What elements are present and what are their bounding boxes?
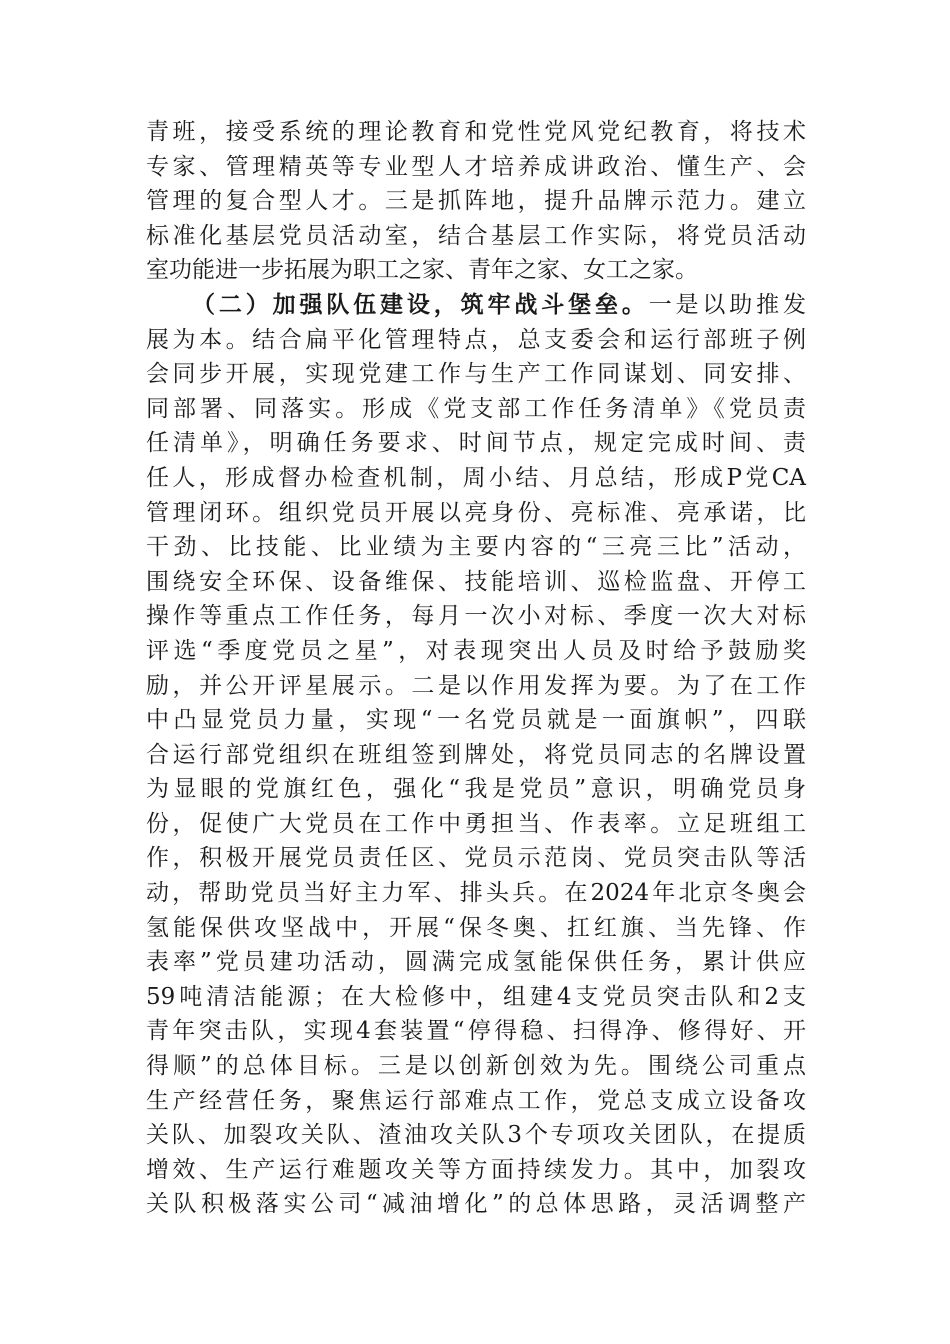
text-line: 青年突击队，实现4套装置“停得稳、扫得净、修得好、开	[146, 1018, 806, 1045]
text-line: 得顺”的总体目标。三是以创新创效为先。围绕公司重点	[146, 1053, 806, 1080]
text-line: 表率”党员建功活动，圆满完成氢能保供任务，累计供应	[146, 949, 806, 976]
text-line: 关队积极落实公司“减油增化”的总体思路，灵活调整产	[146, 1191, 806, 1218]
text-line: 专家、管理精英等专业型人才培养成讲政治、懂生产、会	[146, 153, 806, 180]
body-text	[146, 115, 806, 1222]
text-line: 关队、加裂攻关队、渣油攻关队3个专项攻关团队，在提质	[146, 1122, 806, 1149]
section-heading-line	[146, 288, 806, 323]
text-line: 生产经营任务，聚焦运行部难点工作，党总支成立设备攻	[146, 1087, 806, 1114]
text-line: 中凸显党员力量，实现“一名党员就是一面旗帜”，四联	[146, 707, 806, 734]
text-line: 管理的复合型人才。三是抓阵地，提升品牌示范力。建立	[146, 188, 806, 215]
text-line: 合运行部党组织在班组签到牌处，将党员同志的名牌设置	[146, 741, 806, 768]
text-line: 任人，形成督办检查机制，周小结、月总结，形成P党CA	[146, 464, 806, 491]
text-line: 59吨清洁能源；在大检修中，组建4支党员突击队和2支	[146, 983, 806, 1010]
section-heading: （二）加强队伍建设，筑牢战斗堡垒。	[192, 290, 649, 318]
text-line: 会同步开展，实现党建工作与生产工作同谋划、同安排、	[146, 361, 806, 388]
text-line: 室功能进一步拓展为职工之家、青年之家、女工之家。	[146, 257, 698, 284]
text-line: 励，并公开评星展示。二是以作用发挥为要。为了在工作	[146, 672, 806, 699]
text-line: 标准化基层党员活动室，结合基层工作实际，将党员活动	[146, 222, 806, 249]
text-line: 作，积极开展党员责任区、党员示范岗、党员突击队等活	[146, 845, 806, 872]
text-line: 同部署、同落实。形成《党支部工作任务清单》《党员责	[146, 395, 806, 422]
section-heading-tail: 一是以助推发	[648, 291, 807, 318]
text-line: 操作等重点工作任务，每月一次小对标、季度一次大对标	[146, 603, 806, 630]
text-line: 增效、生产运行难题攻关等方面持续发力。其中，加裂攻	[146, 1156, 806, 1183]
text-line: 评选“季度党员之星”，对表现突出人员及时给予鼓励奖	[146, 637, 806, 664]
text-line: 青班，接受系统的理论教育和党性党风党纪教育，将技术	[146, 119, 806, 145]
text-line: 任清单》，明确任务要求、时间节点，规定完成时间、责	[146, 430, 806, 457]
text-line: 管理闭环。组织党员开展以亮身份、亮标准、亮承诺，比	[146, 499, 806, 526]
text-line: 围绕安全环保、设备维保、技能培训、巡检监盘、开停工	[146, 568, 806, 595]
text-line: 为显眼的党旗红色，强化“我是党员”意识，明确党员身	[146, 776, 806, 803]
text-line: 动，帮助党员当好主力军、排头兵。在2024年北京冬奥会	[146, 880, 806, 907]
text-line: 展为本。结合扁平化管理特点，总支委会和运行部班子例	[146, 326, 806, 353]
text-line: 份，促使广大党员在工作中勇担当、作表率。立足班组工	[146, 810, 806, 837]
text-line: 干劲、比技能、比业绩为主要内容的“三亮三比”活动，	[146, 534, 806, 561]
text-line: 氢能保供攻坚战中，开展“保冬奥、扛红旗、当先锋、作	[146, 914, 806, 941]
